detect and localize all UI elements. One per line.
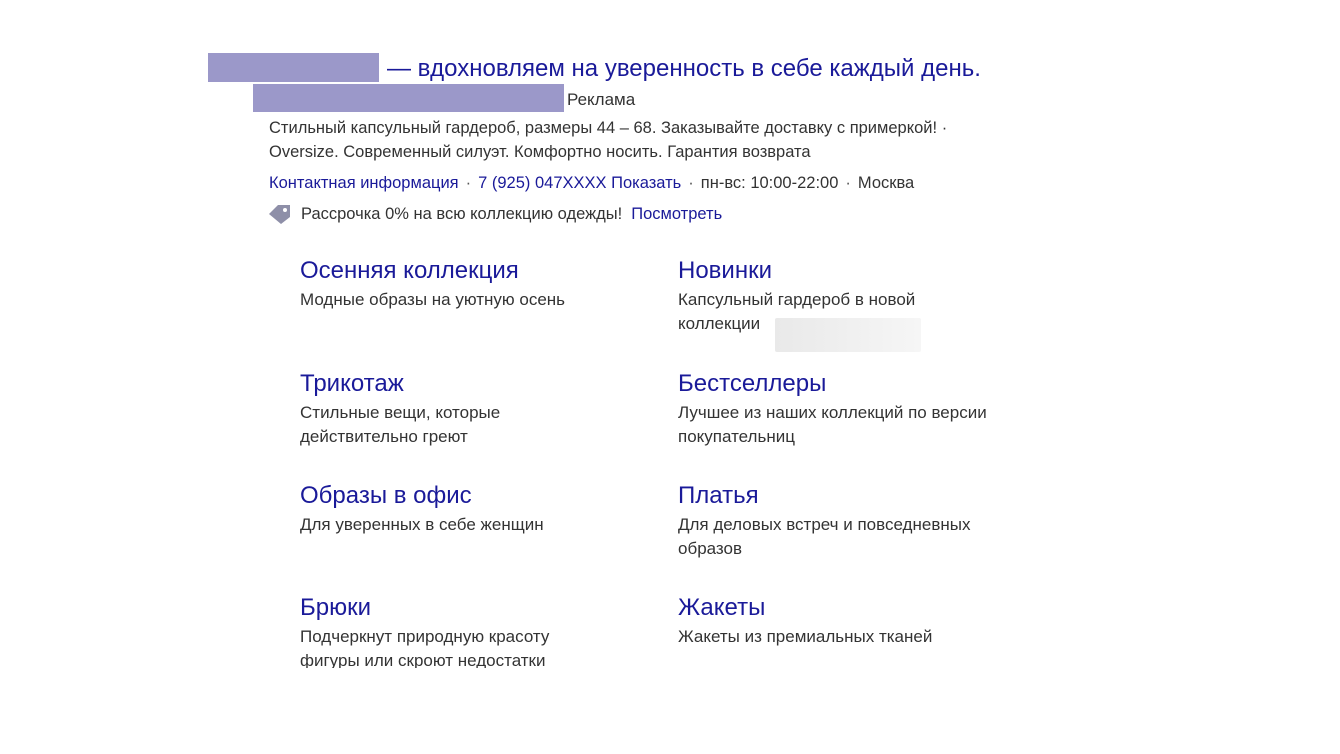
sitelink-title[interactable]: Осенняя коллекция — [300, 257, 519, 284]
sitelink-description: Для уверенных в себе женщин — [300, 515, 544, 534]
city: Москва — [857, 174, 915, 192]
description-line: Стильный капсульный гардероб, размеры 44 – 68. Заказывайте доставку с примеркой! · — [269, 119, 948, 137]
phone-number[interactable]: 7 (925) 047XXXX — [478, 174, 607, 192]
contacts-row — [269, 172, 914, 194]
promo-row — [268, 203, 722, 225]
sitelink-item — [300, 481, 660, 537]
contact-info-link[interactable]: Контактная информация — [269, 174, 459, 192]
sitelink-title[interactable]: Новинки — [678, 257, 772, 284]
tag-icon — [268, 203, 292, 225]
sitelink-description: Подчеркнут природную красоту фигуры или скроют недостатки — [300, 627, 550, 668]
sitelink-description: Капсульный гардероб в новой коллекции — [678, 290, 916, 333]
sitelink-title[interactable]: Образы в офис — [300, 482, 472, 509]
sitelinks-grid — [300, 256, 1060, 668]
ad-title-link[interactable]: — вдохновляем на уверенность в себе каждый день. — [387, 55, 981, 82]
sitelink-description: Жакеты из премиальных тканей — [678, 627, 933, 646]
sitelink-item — [678, 256, 978, 336]
sitelink-item — [300, 369, 550, 449]
sitelink-item — [678, 369, 1038, 449]
ad-description — [269, 116, 1069, 164]
sitelink-description: Лучшее из наших коллекций по версии покупательниц — [678, 403, 987, 446]
sitelink-item — [678, 481, 1023, 561]
separator-dot: · — [465, 174, 472, 192]
sitelink-title[interactable]: Брюки — [300, 594, 372, 621]
promo-text: Рассрочка 0% на всю коллекцию одежды! — [301, 204, 623, 223]
sitelink-description: Стильные вещи, которые действительно греют — [300, 403, 501, 446]
sitelink-description: Модные образы на уютную осень — [300, 290, 566, 309]
description-line: Oversize. Современный силуэт. Комфортно носить. Гарантия возврата — [269, 143, 811, 161]
redacted-domain — [253, 84, 564, 112]
sitelink-item — [678, 593, 1038, 649]
working-hours: пн-вс: 10:00-22:00 — [700, 174, 839, 192]
sitelink-item — [300, 256, 660, 312]
sitelink-title[interactable]: Трикотаж — [300, 370, 404, 397]
show-phone-link[interactable]: Показать — [611, 174, 682, 192]
separator-dot: · — [688, 174, 694, 192]
sitelink-title[interactable]: Жакеты — [678, 594, 766, 621]
sitelink-description: Для деловых встреч и повседневных образов — [678, 515, 971, 558]
sitelink-title[interactable]: Платья — [678, 482, 759, 509]
sitelink-title[interactable]: Бестселлеры — [678, 370, 827, 397]
sitelink-item — [300, 593, 600, 668]
redacted-brand-name — [208, 53, 379, 82]
separator-dot: · — [845, 174, 851, 192]
promo-view-link[interactable]: Посмотреть — [631, 204, 723, 223]
ad-label: Реклама — [567, 90, 636, 109]
